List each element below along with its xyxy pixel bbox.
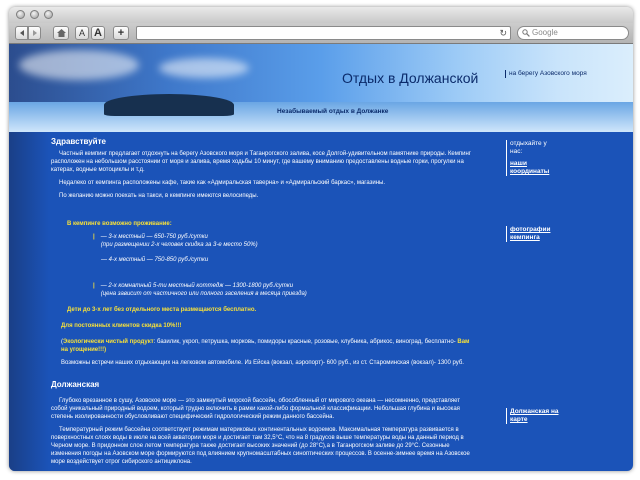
accommodation-note: (при размещении 2-х человек скидка за 3-е место 50%) [100, 242, 258, 248]
page-content [9, 44, 633, 471]
eco-paragraph: (Экологически чистый продукт: базилик, укроп, петрушка, морковь, помидоры красные, розовые, клубника, абрикос, виноград, бесплатно- Вам на угощение!!!) [61, 339, 470, 353]
arrow-right-icon [32, 30, 38, 36]
heading-dolzhanskaya: Должанская [51, 380, 100, 389]
main-column [51, 138, 471, 471]
eco-text: : базилик, укроп, петрушка, морковь, помидоры красные, розовые, клубника, абрикос, виноград, бесплатно- [153, 339, 456, 345]
discount-note: Для постоянных клиентов скидка 10%!!! [61, 323, 182, 329]
add-label: + [117, 27, 125, 39]
main-area [9, 132, 633, 471]
home-button[interactable] [53, 26, 69, 40]
accommodation-note: (цена зависит от частичного или полного заселения в месяца приезда) [100, 291, 307, 297]
island-decoration [104, 94, 234, 116]
kids-note: Дети до 3-х лет без отдельного места размещаются бесплатно. [67, 307, 257, 313]
font-small-label: A [78, 28, 85, 38]
close-window-button[interactable] [16, 10, 25, 19]
site-title: Отдых в Должанской [342, 70, 479, 86]
browser-window [9, 7, 633, 471]
sidebar-rest-text: отдыхайте у нас: [510, 140, 547, 155]
accommodation-option: — 3-х местный — 650-750 руб./сутки [100, 234, 208, 240]
accommodation-item [51, 282, 471, 298]
sea-decoration [9, 102, 633, 132]
sea-paragraph: Глубоко врезанное в сушу, Азовское море — это замкнутый морской бассейн, обособленный от мирового океана — несомненно, представляет собой уникальный природный водоем, который трудно включить в рамки какой-либо формальной классификации. Небольшая глубина и высокая степень изолированности обусловливают специфический гидрологический режим данного бассейна. [51, 398, 461, 420]
site-subtitle: на берегу Азовского моря [505, 70, 609, 78]
address-bar[interactable] [136, 26, 511, 40]
map-link[interactable]: Должанская на карте [510, 408, 559, 423]
minimize-window-button[interactable] [30, 10, 39, 19]
sidebar-contacts [506, 140, 560, 176]
eco-tail: Вам на угощение!!!) [61, 339, 470, 353]
font-larger-button[interactable] [91, 26, 105, 40]
search-icon [522, 29, 530, 37]
accommodation-item [51, 233, 471, 249]
cloud-decoration [159, 58, 249, 78]
temperature-paragraph: Температурный режим бассейна соответствует режимам материковых континентальных водоемов. Максимальная температура развивается в поверхностных слоях воды в июле на всей акватории моря и достигает там 32,5°С, что на 8 градусов выше температуры воды на данный период в Черном море. В придонном слое летом температура также достигает высоких значений (до 28°С),а в Таганрогском заливе до 29°С. Сезонные изменения погоды на Азовском море формируются под влиянием крупномасштабных синоптических процессов. В осенне-зимнее время на Азовское море воздействует отрог сибирского антициклона. [51, 427, 470, 465]
eco-label: Экологически чистый продукт [63, 339, 154, 345]
accommodation-option: — 2-х комнатный 5-ти местный коттедж — 1300-1800 руб./сутки [100, 283, 294, 289]
font-large-label: A [94, 27, 102, 39]
font-smaller-button[interactable] [75, 26, 89, 40]
zoom-window-button[interactable] [44, 10, 53, 19]
intro-paragraph: Частный кемпинг предлагает отдохнуть на берегу Азовского моря и Таганрогского залива, косе Долгой-удивительном памятнике природы. Кемпинг расположен на небольшом расстоянии от моря и залива, время ходьбы 10 минут, где вашему вниманию предоставлены водные горки, прогулки на катерах, водные мотоциклы и т.д. [51, 151, 471, 173]
title-bar [9, 7, 633, 23]
bullet-icon: | [93, 234, 95, 240]
browser-toolbar [9, 23, 633, 44]
reload-icon[interactable]: ↻ [499, 28, 507, 38]
sidebar-photos [506, 226, 560, 242]
sidebar [506, 132, 616, 471]
add-bookmark-button[interactable] [113, 26, 129, 40]
home-icon [57, 29, 66, 37]
accommodation-title: В кемпинге возможно проживание: [67, 221, 172, 227]
photos-link[interactable]: фотографии кемпинга [510, 226, 551, 241]
accommodation-option: — 4-х местный — 750-850 руб./сутки [101, 257, 209, 263]
search-placeholder: Google [532, 28, 558, 37]
arrow-left-icon [19, 30, 25, 36]
transfer-paragraph: Возможны встречи наших отдыхающих на легковом автомобиле. Из Ейска (вокзал, аэропорт)- 600 руб., из ст. Староминская (вокзал)- 1300 руб. [61, 360, 464, 366]
cafe-paragraph: Недалеко от кемпинга расположены кафе, такие как «Адмиральская таверна» и «Адмиральский баркас», магазины. [59, 180, 385, 186]
cloud-decoration [19, 50, 139, 80]
sidebar-map [506, 408, 560, 424]
forward-button[interactable] [28, 26, 41, 40]
back-button[interactable] [15, 26, 28, 40]
taxi-paragraph: По желанию можно поехать на такси, в кемпинге имеются велосипеды. [59, 193, 259, 199]
coordinates-link[interactable]: наши координаты [510, 160, 550, 175]
left-gradient [9, 132, 49, 471]
search-field[interactable] [517, 26, 629, 40]
bullet-icon: | [93, 283, 95, 289]
window-controls [16, 10, 53, 19]
site-tagline: Незабываемый отдых в Должанке [277, 108, 389, 115]
header-banner [9, 44, 633, 132]
heading-welcome: Здравствуйте [51, 137, 106, 146]
